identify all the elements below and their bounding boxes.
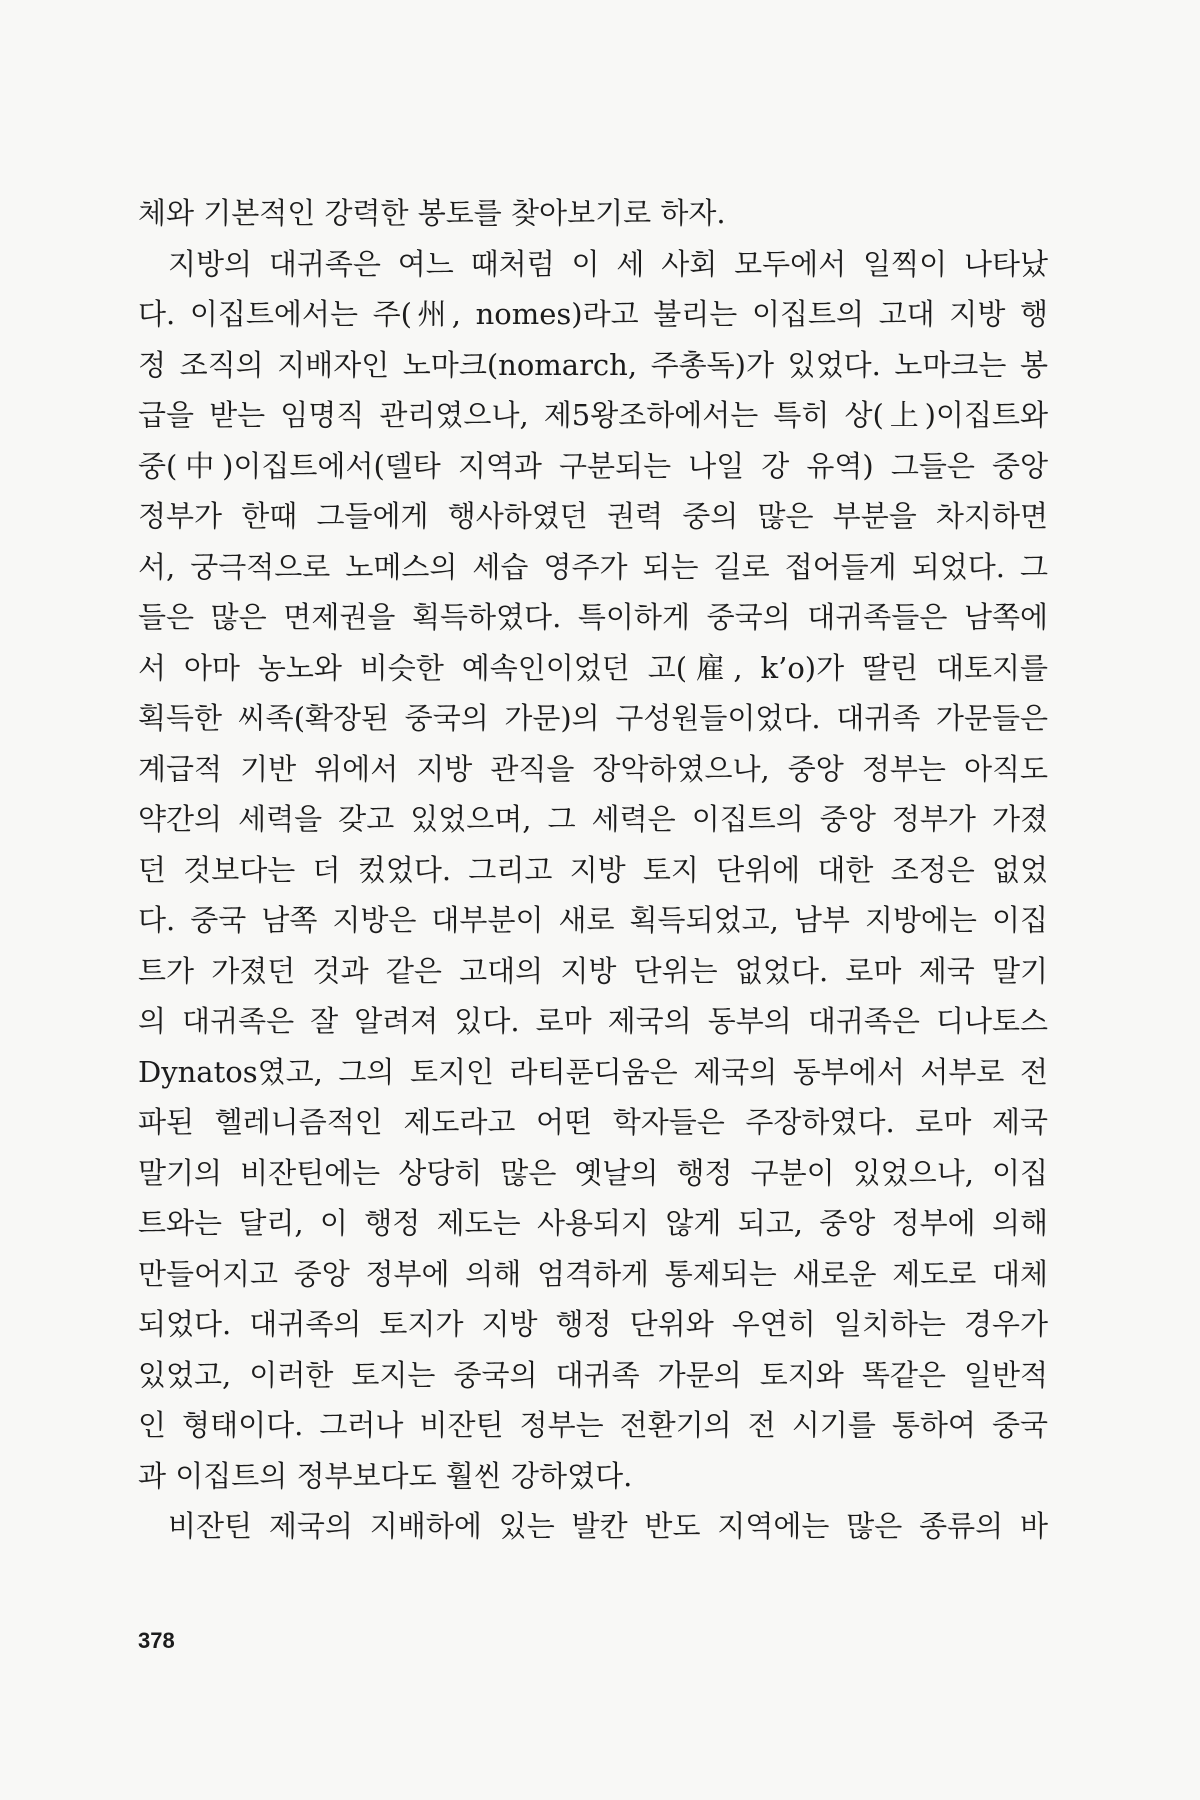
- text-line: 서, 궁극적으로 노메스의 세습 영주가 되는 길로 접어들게 되었다. 그: [138, 549, 1048, 584]
- text-line: 들은 많은 면제권을 획득하였다. 특이하게 중국의 대귀족들은 남쪽에: [138, 600, 1048, 634]
- text-line: 던 것보다는 더 컸었다. 그리고 지방 토지 단위에 대한 조정은 없었: [138, 852, 1048, 887]
- text-line: 약간의 세력을 갖고 있었으며, 그 세력은 이집트의 중앙 정부가 가졌: [138, 802, 1048, 836]
- body-text: [138, 188, 1048, 1552]
- text-line: 계급적 기반 위에서 지방 관직을 장악하였으나, 중앙 정부는 아직도: [138, 751, 1048, 786]
- text-line: 트와는 달리, 이 행정 제도는 사용되지 않게 되고, 중앙 정부에 의해: [138, 1206, 1048, 1240]
- text-line: 정부가 한때 그들에게 행사하였던 권력 중의 많은 부분을 차지하면: [138, 499, 1048, 533]
- text-line: 말기의 비잔틴에는 상당히 많은 옛날의 행정 구분이 있었으나, 이집: [138, 1155, 1048, 1190]
- text-line: 다. 중국 남쪽 지방은 대부분이 새로 획득되었고, 남부 지방에는 이집: [138, 903, 1048, 937]
- text-line: 트가 가졌던 것과 같은 고대의 지방 단위는 없었다. 로마 제국 말기: [138, 953, 1048, 988]
- text-line: 지방의 대귀족은 여느 때처럼 이 세 사회 모두에서 일찍이 나타났: [168, 246, 1048, 281]
- text-line: 체와 기본적인 강력한 봉토를 찾아보기로 하자.: [138, 196, 726, 230]
- text-line: 의 대귀족은 잘 알려져 있다. 로마 제국의 동부의 대귀족은 디나토스: [138, 1004, 1048, 1038]
- text-line: 파된 헬레니즘적인 제도라고 어떤 학자들은 주장하였다. 로마 제국: [138, 1105, 1048, 1139]
- text-line: 만들어지고 중앙 정부에 의해 엄격하게 통제되는 새로운 제도로 대체: [138, 1256, 1048, 1291]
- text-line: 인 형태이다. 그러나 비잔틴 정부는 전환기의 전 시기를 통하여 중국: [138, 1408, 1048, 1442]
- text-line: 정 조직의 지배자인 노마크(nomarch, 주총독)가 있었다. 노마크는 봉: [138, 347, 1048, 382]
- text-line: 급을 받는 임명직 관리였으나, 제5왕조하에서는 특히 상(上)이집트와: [138, 398, 1048, 432]
- text-line: 되었다. 대귀족의 토지가 지방 행정 단위와 우연히 일치하는 경우가: [138, 1307, 1048, 1341]
- page-number: 378: [138, 1628, 175, 1653]
- text-line: 과 이집트의 정부보다도 훨씬 강하였다.: [138, 1458, 633, 1493]
- text-line: 획득한 씨족(확장된 중국의 가문)의 구성원들이었다. 대귀족 가문들은: [138, 701, 1048, 735]
- text-line: 있었고, 이러한 토지는 중국의 대귀족 가문의 토지와 똑같은 일반적: [138, 1357, 1048, 1392]
- text-line: 중(中)이집트에서(델타 지역과 구분되는 나일 강 유역) 그들은 중앙: [138, 448, 1048, 483]
- text-line: 비잔틴 제국의 지배하에 있는 발칸 반도 지역에는 많은 종류의 바: [168, 1509, 1048, 1543]
- text-line: 다. 이집트에서는 주(州, nomes)라고 불리는 이집트의 고대 지방 행: [138, 297, 1048, 331]
- text-line: Dynatos였고, 그의 토지인 라티푼디움은 제국의 동부에서 서부로 전: [138, 1054, 1048, 1089]
- text-line: 서 아마 농노와 비슷한 예속인이었던 고(雇, k’o)가 딸린 대토지를: [138, 650, 1048, 685]
